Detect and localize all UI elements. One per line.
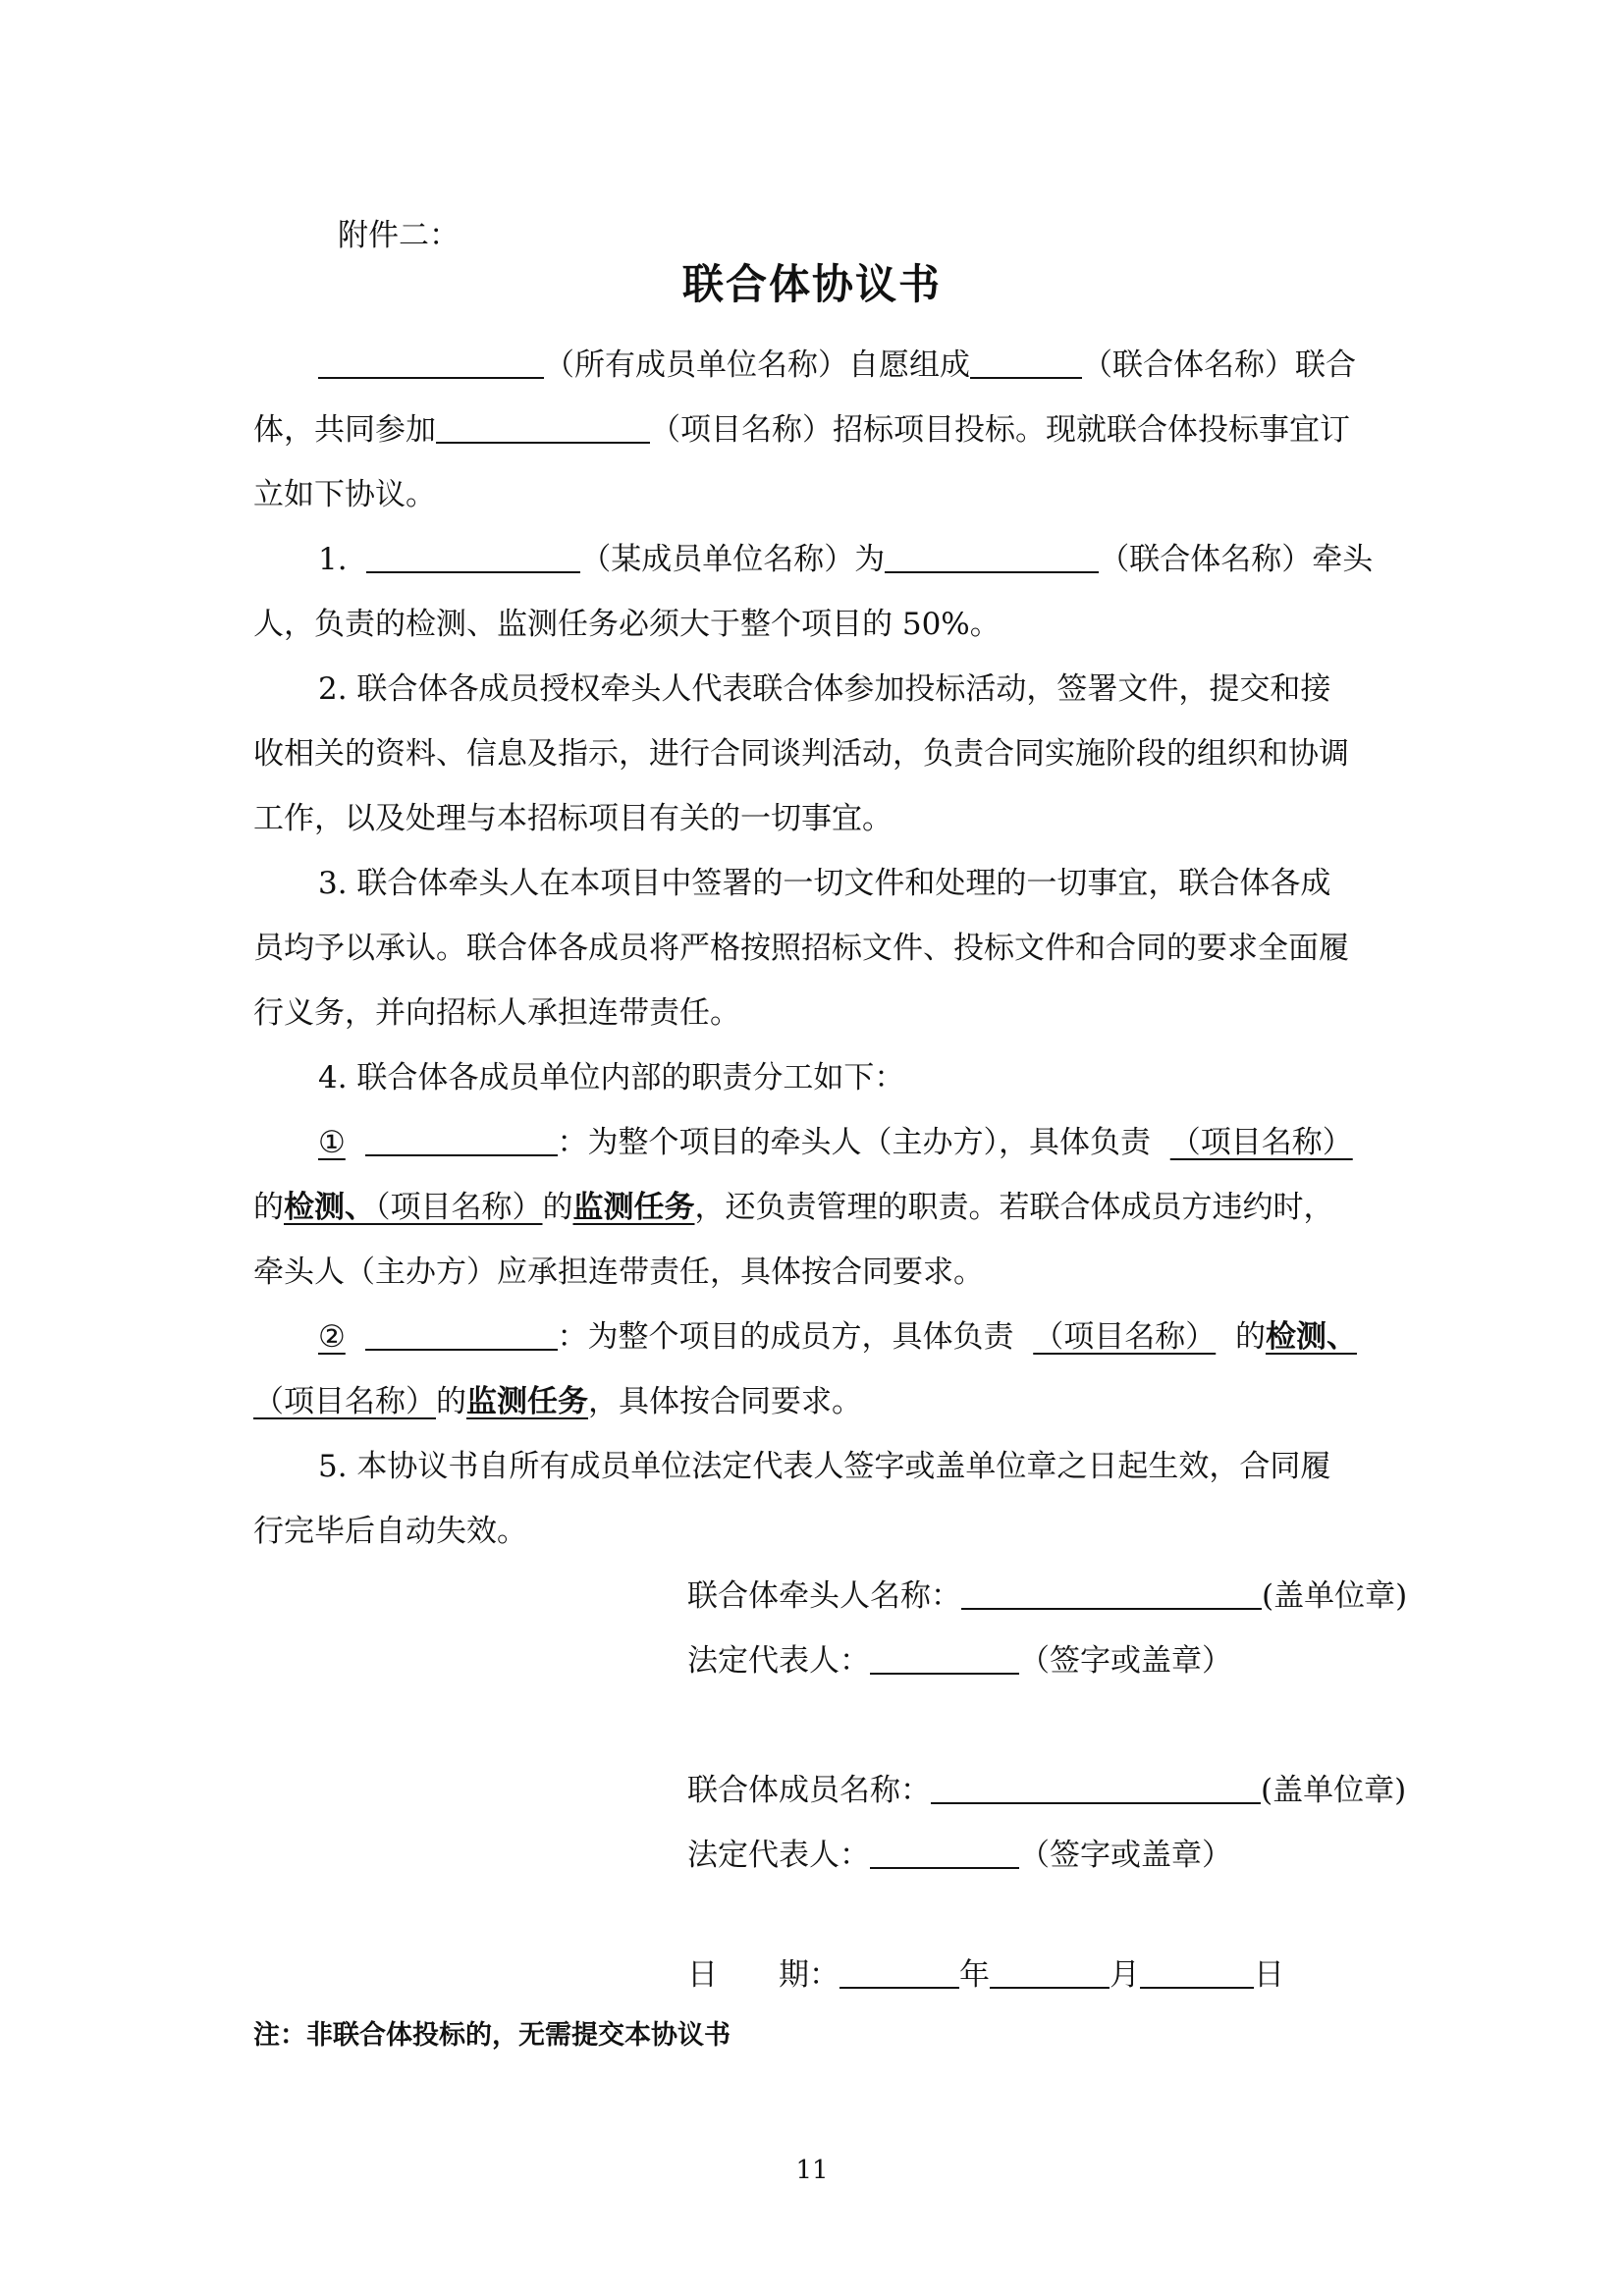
consortium-name-blank xyxy=(970,347,1082,379)
lead-name-blank xyxy=(961,1578,1262,1610)
intro-line-3: 立如下协议。 xyxy=(253,477,436,512)
member-unit-blank xyxy=(366,542,580,573)
clause-3-line-2: 员均予以承认。联合体各成员将严格按照招标文件、投标文件和合同的要求全面履 xyxy=(253,931,1349,966)
day-blank xyxy=(1140,1957,1254,1989)
lead-member-blank xyxy=(365,1125,558,1156)
date-line: 日 期： 年 月 日 xyxy=(687,1957,1284,1993)
lead-name-line: 联合体牵头人名称： (盖单位章) xyxy=(687,1578,1408,1614)
consortium-name-blank-2 xyxy=(885,542,1099,573)
month-blank xyxy=(990,1957,1110,1989)
clause-4-heading: 4. 联合体各成员单位内部的职责分工如下： xyxy=(318,1060,905,1095)
intro-line-2: 体，共同参加 （项目名称）招标项目投标。现就联合体投标事宜订 xyxy=(253,412,1350,448)
document-title: 联合体协议书 xyxy=(681,260,942,308)
member-name-line: 联合体成员名称： (盖单位章) xyxy=(687,1773,1407,1808)
clause-5-line-2: 行完毕后自动失效。 xyxy=(253,1514,527,1549)
attachment-label: 附件二： xyxy=(338,218,460,253)
member-names-blank xyxy=(318,347,544,379)
page-number: 11 xyxy=(795,2156,829,2185)
clause-4-item-1-line-2: 的检测、（项目名称）的监测任务，还负责管理的职责。若联合体成员方违约时， xyxy=(253,1190,1334,1225)
clause-3-line-1: 3. 联合体牵头人在本项目中签署的一切文件和处理的一切事宜，联合体各成 xyxy=(318,866,1331,901)
clause-4-item-2-line-2: （项目名称）的监测任务，具体按合同要求。 xyxy=(253,1384,862,1419)
clause-2-line-1: 2. 联合体各成员授权牵头人代表联合体参加投标活动，签署文件，提交和接 xyxy=(318,671,1331,707)
clause-2-line-2: 收相关的资料、信息及指示，进行合同谈判活动，负责合同实施阶段的组织和协调 xyxy=(253,736,1349,772)
member-name-blank xyxy=(931,1773,1261,1804)
clause-5-line-1: 5. 本协议书自所有成员单位法定代表人签字或盖单位章之日起生效，合同履 xyxy=(318,1449,1331,1484)
member-legal-rep-blank xyxy=(870,1838,1019,1869)
clause-1-line-2: 人，负责的检测、监测任务必须大于整个项目的 50%。 xyxy=(253,607,1001,642)
footnote: 注：非联合体投标的，无需提交本协议书 xyxy=(253,2020,731,2051)
lead-legal-rep-blank xyxy=(870,1643,1019,1675)
intro-line-1: （所有成员单位名称）自愿组成 （联合体名称）联合 xyxy=(318,346,1356,385)
member-legal-rep-line: 法定代表人： （签字或盖章） xyxy=(687,1838,1232,1873)
project-name-blank xyxy=(436,412,650,444)
clause-3-line-3: 行义务，并向招标人承担连带责任。 xyxy=(253,995,740,1031)
clause-4-item-2-line-1: ② ：为整个项目的成员方，具体负责 （项目名称） 的检测、 xyxy=(318,1319,1357,1355)
clause-2-line-3: 工作，以及处理与本招标项目有关的一切事宜。 xyxy=(253,801,893,836)
clause-1-line-1: 1. （某成员单位名称）为 （联合体名称）牵头 xyxy=(318,542,1374,577)
clause-4-item-1-line-3: 牵头人（主办方）应承担连带责任，具体按合同要求。 xyxy=(253,1255,984,1290)
lead-legal-rep-line: 法定代表人： （签字或盖章） xyxy=(687,1643,1232,1679)
member-blank xyxy=(365,1319,558,1351)
clause-4-item-1-line-1: ① ：为整个项目的牵头人（主办方），具体负责 （项目名称） xyxy=(318,1125,1353,1160)
year-blank xyxy=(839,1957,959,1989)
